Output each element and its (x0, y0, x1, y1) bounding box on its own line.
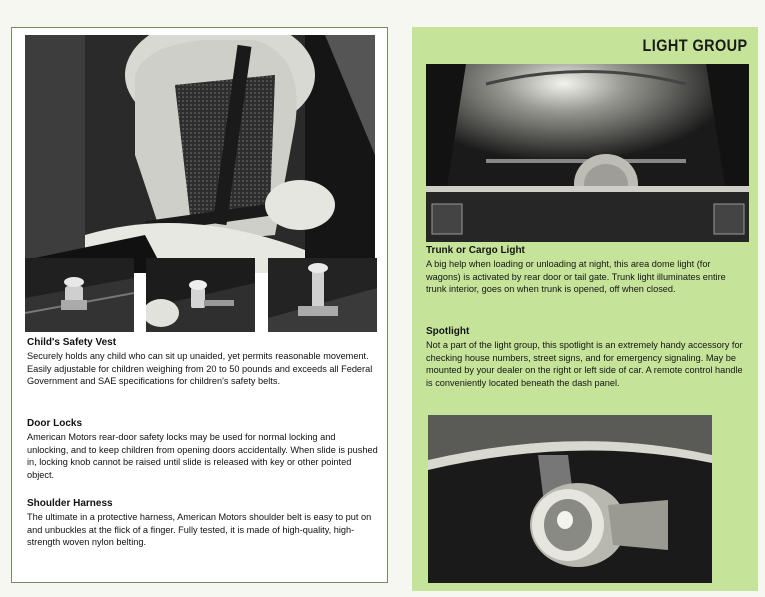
trunk-light-photo (426, 64, 749, 242)
right-page (412, 27, 758, 591)
section-heading: Child's Safety Vest (27, 337, 117, 348)
section-body: Securely holds any child who can sit up unaided, yet permits reasonable movement. Easily adjustable for children weighing from 20 to 50 pounds and exceeds all Federal Government and SAE specifications for children's safety belts. (27, 351, 373, 387)
section-heading: Trunk or Cargo Light (426, 245, 525, 256)
door-lock-photo-1 (25, 258, 134, 332)
section-heading: Shoulder Harness (27, 498, 113, 509)
left-page (11, 27, 388, 583)
section-body: A big help when loading or unloading at night, this area dome light (for wagons) is activated by rear door or tail gate. Trunk light illuminates entire trunk interior, goes on when trunk is opened, off when closed. (426, 259, 726, 295)
section-body: American Motors rear-door safety locks may be used for normal locking and unlocking, and to keep children from opening doors accidentally. When slide is pushed in, locking knob cannot be raised until slide is released with key or other pointed object. (27, 432, 378, 480)
page-title: LIGHT GROUP (642, 36, 748, 55)
trunk-cargo-light-section (426, 245, 746, 296)
child-safety-vest-photo (25, 35, 375, 273)
section-body: The ultimate in a protective harness, American Motors shoulder belt is easy to put on and unbuckles at the flick of a finger. Fully tested, it is made of high-quality, high-strength woven nylon belting. (27, 512, 372, 548)
door-locks-section (27, 418, 379, 481)
section-body: Not a part of the light group, this spotlight is an extremely handy accessory for checking house numbers, street signs, and for emergency signaling. May be mounted by your dealer on the right or left side of car. A remote control handle is conveniently located beneath the dash panel. (426, 340, 743, 388)
section-heading: Spotlight (426, 326, 470, 337)
section-heading: Door Locks (27, 418, 83, 429)
child-safety-vest-section (27, 337, 379, 388)
shoulder-harness-section (27, 498, 379, 549)
spotlight-section (426, 326, 746, 389)
door-lock-photo-3 (268, 258, 377, 332)
spotlight-photo (428, 415, 712, 583)
door-lock-photo-2 (146, 258, 255, 332)
